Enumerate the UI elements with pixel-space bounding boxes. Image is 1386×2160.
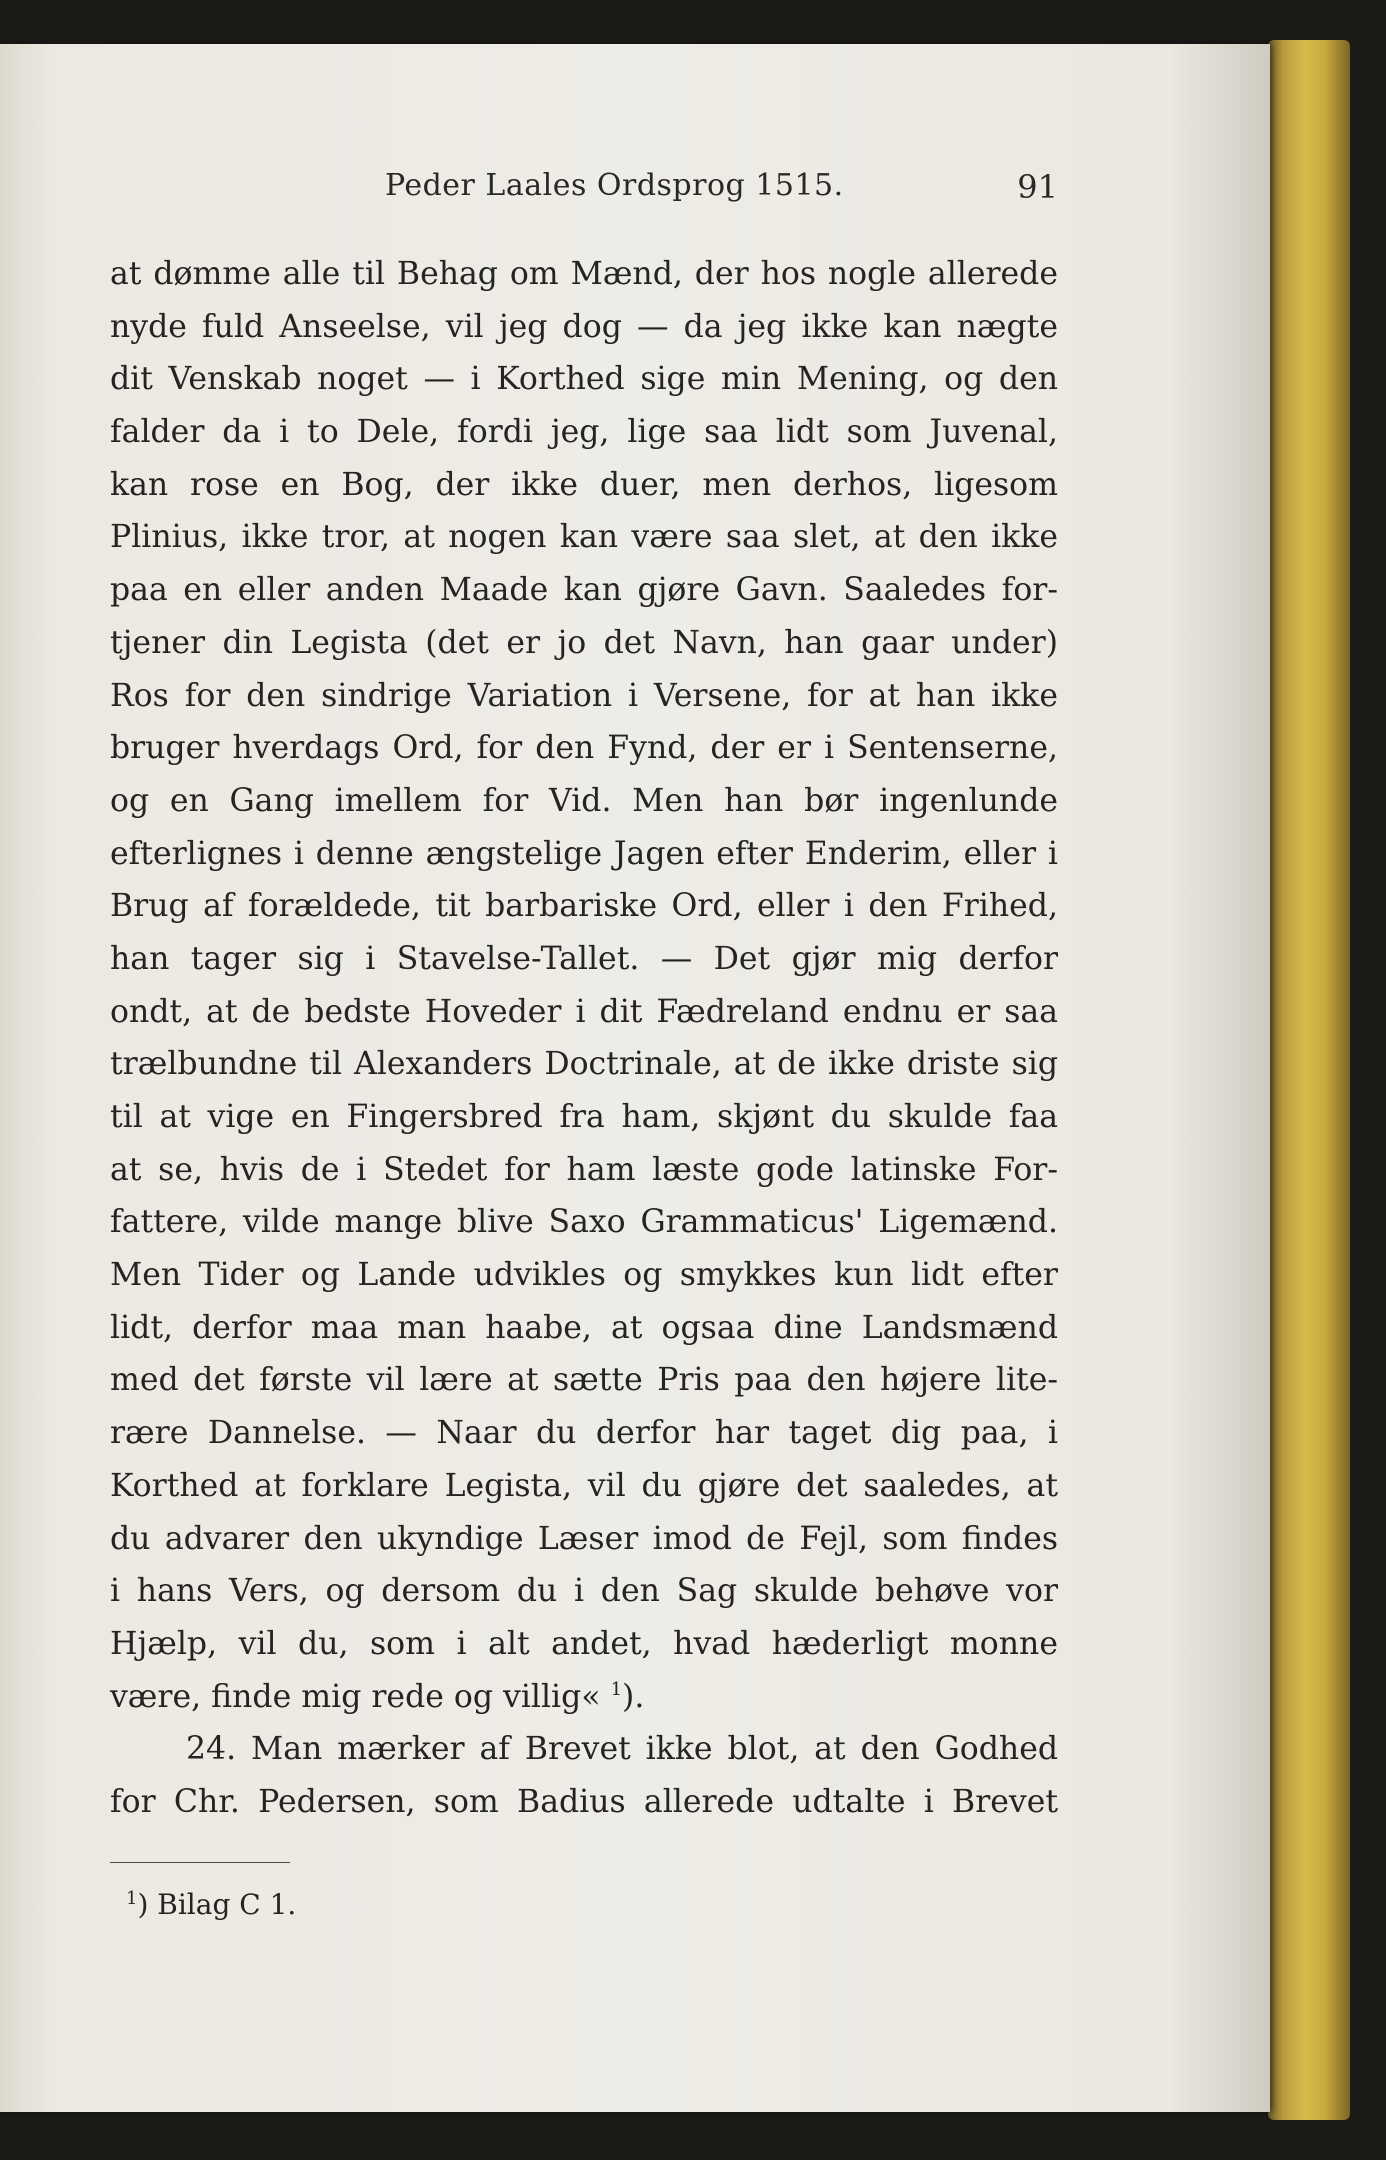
paragraph-24-line: for Chr. Pedersen, som Badius allerede udtalte i Brevet <box>110 1783 1058 1820</box>
text-line: han tager sig i Stavelse-Tallet. — Det gjør mig derfor <box>110 940 1058 977</box>
text-line: Plinius, ikke tror, at nogen kan være saa slet, at den ikke <box>110 519 1058 556</box>
text-line: dit Venskab noget — i Korthed sige min Mening, og den <box>110 361 1058 398</box>
text-line: efterlignes i denne ængstelige Jagen efter Enderim, eller i <box>110 835 1058 872</box>
paragraph-24-line: 24. Man mærker af Brevet ikke blot, at den Godhed <box>186 1731 1058 1768</box>
text-line: Brug af forældede, tit barbariske Ord, eller i den Frihed, <box>110 888 1058 925</box>
book-spine-edge <box>1268 40 1350 2120</box>
footnote <box>126 1888 296 1921</box>
text-line: i hans Vers, og dersom du i den Sag skulde behøve vor <box>110 1573 1058 1610</box>
text-line: og en Gang imellem for Vid. Men han bør ingenlunde <box>110 782 1058 819</box>
text-line: nyde fuld Anseelse, vil jeg dog — da jeg ikke kan nægte <box>110 308 1058 345</box>
text-line: fattere, vilde mange blive Saxo Grammaticus' Ligemænd. <box>110 1204 1058 1241</box>
text-line: rære Dannelse. — Naar du derfor har taget dig paa, i <box>110 1415 1058 1452</box>
text-line: Hjælp, vil du, som i alt andet, hvad hæderligt monne <box>110 1625 1058 1662</box>
text-line: til at vige en Fingersbred fra ham, skjønt du skulde faa <box>110 1099 1058 1135</box>
text-line: Ros for den sindrige Variation i Versene, for at han ikke <box>110 677 1058 714</box>
text-line: Korthed at forklare Legista, vil du gjøre det saaledes, at <box>110 1467 1058 1504</box>
running-title: Peder Laales Ordsprog 1515. <box>385 168 844 203</box>
page-header <box>110 168 1058 208</box>
footnote-divider <box>110 1862 290 1863</box>
text-line: ondt, at de bedste Hoveder i dit Fædreland endnu er saa <box>110 993 1058 1030</box>
footnote-reference: 1 <box>610 1678 623 1700</box>
text-line: med det første vil lære at sætte Pris paa den højere lite- <box>110 1362 1058 1399</box>
closing-punctuation: ). <box>622 1678 645 1715</box>
paragraph-closing-line <box>110 1671 1058 1724</box>
page-number: 91 <box>1017 168 1058 206</box>
text-line: falder da i to Dele, fordi jeg, lige saa lidt som Juvenal, <box>110 414 1058 451</box>
text-line: trælbundne til Alexanders Doctrinale, at de ikke driste sig <box>110 1046 1058 1083</box>
body-text <box>110 248 1058 1829</box>
footnote-text: ) Bilag C 1. <box>137 1888 297 1921</box>
text-line: Men Tider og Lande udvikles og smykkes kun lidt efter <box>110 1257 1058 1294</box>
closing-text: være, finde mig rede og villig« <box>110 1678 611 1715</box>
footnote-mark: 1 <box>126 1888 138 1909</box>
text-line: bruger hverdags Ord, for den Fynd, der er i Sentenserne, <box>110 730 1058 767</box>
text-line: kan rose en Bog, der ikke duer, men derhos, ligesom <box>110 466 1058 503</box>
text-line: du advarer den ukyndige Læser imod de Fejl, som findes <box>110 1520 1058 1557</box>
text-line: lidt, derfor maa man haabe, at ogsaa dine Landsmænd <box>110 1309 1058 1346</box>
text-line: tjener din Legista (det er jo det Navn, han gaar under) <box>110 624 1058 661</box>
text-line: at dømme alle til Behag om Mænd, der hos nogle allerede <box>110 256 1058 292</box>
text-line: at se, hvis de i Stedet for ham læste gode latinske For- <box>110 1151 1058 1188</box>
text-line: paa en eller anden Maade kan gjøre Gavn. Saaledes for- <box>110 572 1058 609</box>
